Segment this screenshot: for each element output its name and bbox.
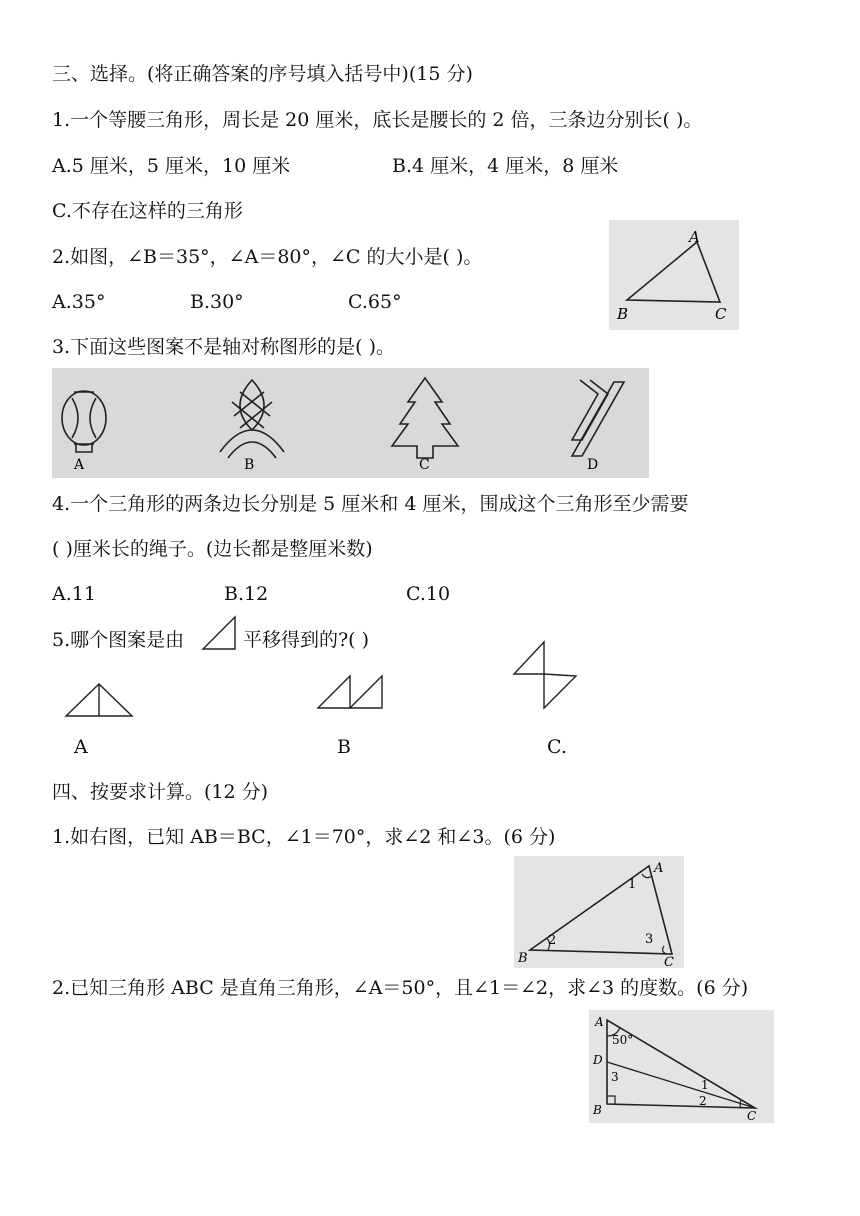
s4-q2-angle-1: 1 bbox=[701, 1078, 709, 1092]
s4-q1-triangle-figure bbox=[514, 856, 684, 968]
q3-text: 3.下面这些图案不是轴对称图形的是( )。 bbox=[52, 336, 395, 358]
s4-q1-angle-1: 1 bbox=[628, 877, 637, 892]
q1-option-c: C.不存在这样的三角形 bbox=[52, 200, 243, 222]
q1-option-b: B.4 厘米，4 厘米，8 厘米 bbox=[392, 155, 619, 177]
section4-title: 四、按要求计算。(12 分) bbox=[52, 781, 269, 803]
q5-label-c: C. bbox=[547, 736, 567, 758]
q1-text: 1.一个等腰三角形，周长是 20 厘米，底长是腰长的 2 倍，三条边分别长( )。 bbox=[52, 109, 703, 131]
q4-option-c: C.10 bbox=[406, 583, 451, 605]
q4-text-line2: ( )厘米长的绳子。(边长都是整厘米数) bbox=[52, 538, 373, 560]
q5-text-suffix: 平移得到的?( ) bbox=[243, 629, 370, 651]
q5-reference-triangle-icon bbox=[200, 614, 238, 652]
q2-label-c: C bbox=[715, 305, 727, 323]
s4-q2-angle-50: 50° bbox=[612, 1033, 634, 1047]
s4-q2-label-b: B bbox=[593, 1103, 602, 1117]
q3-patterns-figure bbox=[52, 368, 649, 478]
s4-q2-label-c: C bbox=[747, 1109, 757, 1123]
pattern-label-d: D bbox=[587, 457, 599, 473]
pattern-label-c: C bbox=[419, 457, 430, 473]
q2-text: 2.如图，∠B＝35°，∠A＝80°，∠C 的大小是( )。 bbox=[52, 246, 483, 268]
q5-option-b-figure bbox=[316, 674, 386, 710]
q1-option-a: A.5 厘米，5 厘米，10 厘米 bbox=[52, 155, 291, 177]
section3-title: 三、选择。(将正确答案的序号填入括号中)(15 分) bbox=[52, 63, 473, 85]
s4-q2-angle-2: 2 bbox=[699, 1094, 707, 1108]
q2-option-a: A.35° bbox=[52, 291, 106, 313]
q5-text-prefix: 5.哪个图案是由 bbox=[52, 629, 185, 651]
s4-q1-text: 1.如右图，已知 AB＝BC，∠1＝70°，求∠2 和∠3。(6 分) bbox=[52, 826, 556, 848]
s4-q2-label-a: A bbox=[595, 1015, 604, 1029]
q2-label-b: B bbox=[617, 305, 629, 323]
q4-text-line1: 4.一个三角形的两条边长分别是 5 厘米和 4 厘米，围成这个三角形至少需要 bbox=[52, 493, 689, 515]
q2-option-b: B.30° bbox=[190, 291, 244, 313]
s4-q1-label-c: C bbox=[664, 955, 674, 968]
q4-option-a: A.11 bbox=[52, 583, 96, 605]
s4-q1-angle-3: 3 bbox=[645, 932, 654, 947]
s4-q2-label-d: D bbox=[593, 1053, 603, 1067]
q5-option-c-figure bbox=[512, 640, 582, 710]
s4-q1-angle-2: 2 bbox=[548, 933, 557, 948]
s4-q1-label-a: A bbox=[654, 861, 664, 876]
pattern-c-tree-icon bbox=[392, 378, 458, 458]
pattern-a-vase-icon bbox=[62, 391, 106, 452]
q5-label-a: A bbox=[74, 736, 88, 758]
q2-option-c: C.65° bbox=[348, 291, 402, 313]
q2-triangle-figure bbox=[609, 220, 739, 330]
s4-q2-text: 2.已知三角形 ABC 是直角三角形，∠A＝50°，且∠1＝∠2，求∠3 的度数。(6 分) bbox=[52, 977, 749, 999]
pattern-b-fish-icon bbox=[220, 380, 284, 458]
pattern-label-a: A bbox=[74, 457, 85, 473]
q4-option-b: B.12 bbox=[224, 583, 269, 605]
pattern-label-b: B bbox=[244, 457, 255, 473]
q5-label-b: B bbox=[337, 736, 351, 758]
q5-option-a-figure bbox=[64, 682, 134, 718]
q2-label-a: A bbox=[689, 228, 700, 246]
pattern-d-strokes-icon bbox=[572, 380, 624, 456]
s4-q2-angle-3: 3 bbox=[611, 1070, 619, 1084]
s4-q2-triangle-figure bbox=[589, 1010, 774, 1123]
s4-q1-label-b: B bbox=[518, 951, 528, 966]
